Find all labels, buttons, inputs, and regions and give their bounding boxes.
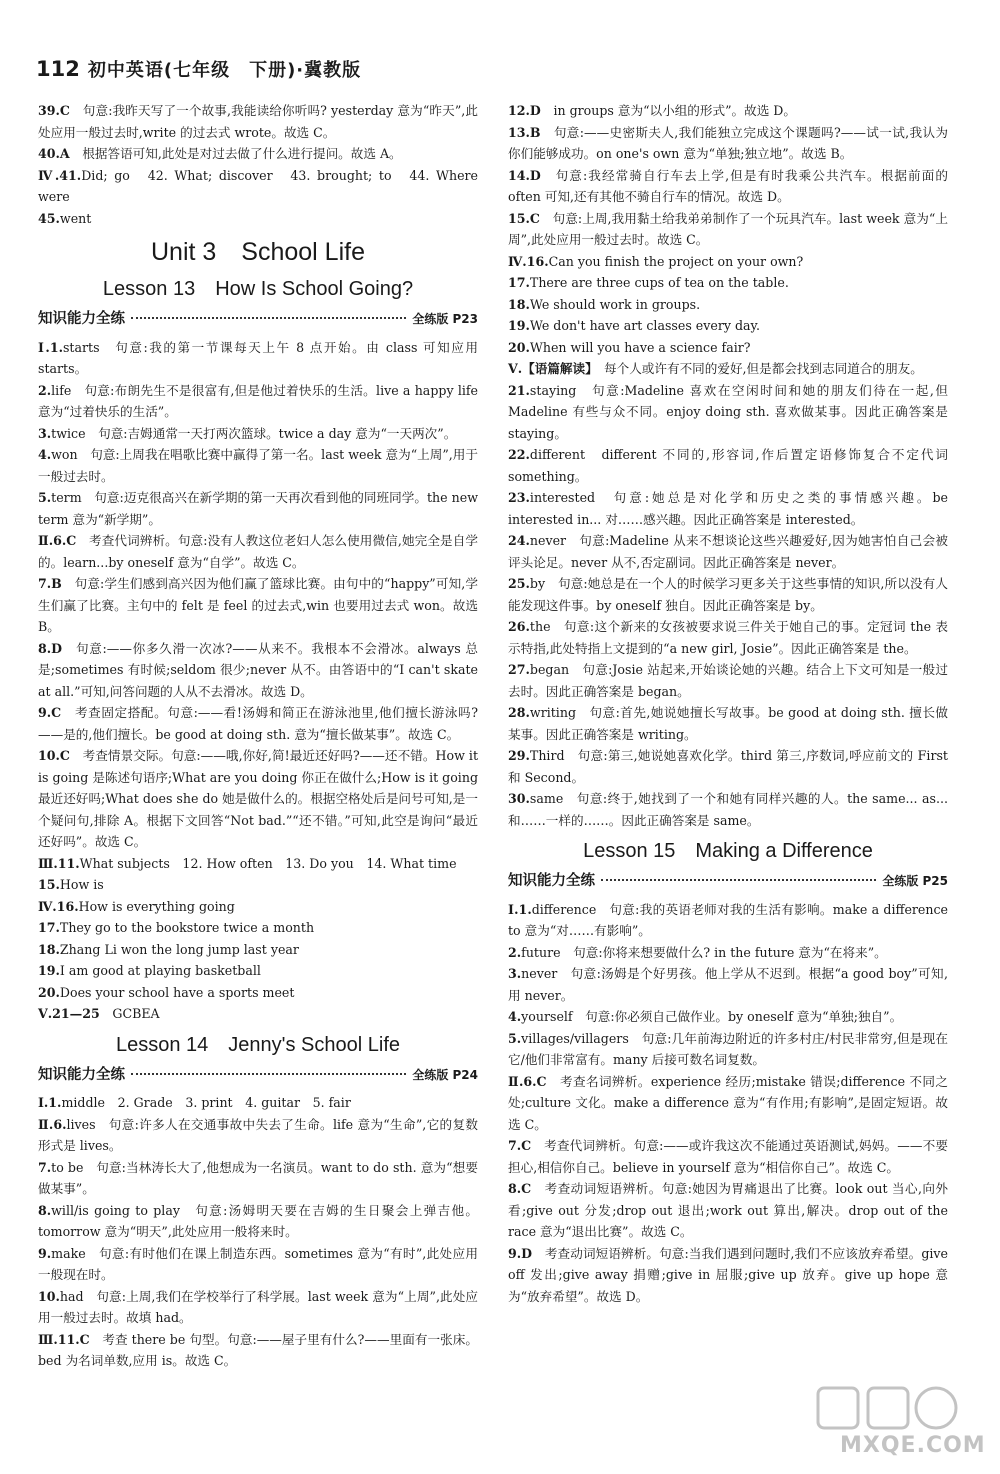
answer-number: Ⅲ.11.C	[38, 1331, 90, 1347]
answer-entry	[38, 423, 478, 445]
answer-number: 20.	[38, 984, 60, 1000]
answer-number: Ⅰ.1.	[38, 1095, 62, 1110]
section-page-ref: 全练版 P24	[412, 1067, 478, 1082]
answer-text: 考查代词辨析。句意:——或许我这次不能通过英语测试,妈妈。——不要担心,相信你自己。believe in yourself 意为“相信你自己”。故选 C。	[508, 1138, 948, 1175]
dot-leader	[131, 317, 406, 319]
answer-entry	[508, 444, 948, 487]
answer-entry	[38, 1114, 478, 1157]
section-page-ref: 全练版 P23	[412, 312, 478, 326]
answer-text: How is everything going	[78, 898, 235, 914]
answer-entry	[38, 917, 478, 939]
answer-entry	[508, 659, 948, 702]
answer-text: 句意:学生们感到高兴因为他们赢了篮球比赛。由句中的“happy”可知,学生们赢了比赛。主句中的 felt 是 feel 的过去式,win 也要用过去式 won。故选 B。	[38, 576, 478, 634]
answer-entry	[508, 487, 948, 530]
answer-text: by 句意:她总是在一个人的时候学习更多关于这些事情的知识,所以没有人能发现这件事。by oneself 独自。因此正确答案是 by。	[508, 576, 948, 613]
answer-text: starts 句意:我的第一节课每天上午 8 点开始。由 class 可知应用 starts。	[38, 339, 478, 376]
answer-text: 考查情景交际。句意:——哦,你好,简!最近还好吗?——还不错。How it is going 是陈述句语序;What are you doing 你正在做什么;How is it going 最近还好吗;What does she do 她是做什么的。根据空格处后是问号可知,是一个疑问句,排除 A。根据下文回答“Not bad.”“还不错。”可知,此空是询问“最近还好吗”。故选 C。	[38, 748, 479, 849]
answer-number: 4.	[508, 1009, 522, 1024]
answer-entry	[38, 745, 478, 853]
lesson-title: Lesson 15 Making a Difference	[583, 840, 873, 862]
left-column	[38, 100, 478, 1372]
answer-entry	[508, 1243, 948, 1308]
page-number: 112	[36, 57, 80, 81]
answer-entry	[508, 573, 948, 616]
answer-entry	[508, 122, 948, 165]
answer-entry	[508, 788, 948, 831]
answer-text: term 句意:迈克很高兴在新学期的第一天再次看到他的同班同学。the new term 意为“新学期”。	[38, 490, 478, 527]
answer-number: 15.C	[508, 210, 540, 226]
answer-entry	[38, 1003, 478, 1025]
lesson-title: Lesson 14 Jenny's School Life	[116, 1033, 400, 1056]
answer-entry	[508, 165, 948, 208]
answer-number: Ⅱ.6.	[38, 1116, 67, 1132]
answer-number: 29.	[508, 748, 530, 763]
watermark-seal-icon	[812, 1382, 982, 1438]
answer-text: We don't have art classes every day.	[529, 318, 760, 333]
dot-leader	[601, 879, 876, 881]
answer-entry	[38, 530, 478, 573]
answer-entry	[38, 982, 478, 1004]
answer-number: 15.	[38, 877, 60, 892]
answer-text: went	[59, 210, 92, 226]
answer-number: 22.	[508, 447, 530, 462]
answer-number: 23.	[508, 490, 530, 505]
answer-number: 5.	[38, 490, 52, 505]
answer-number: 5.	[508, 1030, 522, 1046]
answer-number: Ⅴ.【语篇解读】	[508, 361, 592, 376]
answer-number: Ⅰ.1.	[508, 901, 532, 917]
answer-entry	[508, 294, 948, 316]
answer-text: same 句意:终于,她找到了一个和她有同样兴趣的人。the same... as... 和……一样的……。因此正确答案是 same。	[508, 791, 948, 828]
answer-text: Does your school have a sports meet	[59, 984, 295, 1000]
answer-entry	[508, 100, 948, 122]
answer-text: 考查代词辨析。句意:没有人教这位老妇人怎么使用微信,她完全是自学的。learn...by oneself 意为“自学”。故选 C。	[38, 533, 478, 570]
answer-entry	[508, 315, 948, 337]
answer-text: Third 句意:第三,她说她喜欢化学。third 第三,序数词,呼应前文的 First 和 Second。	[508, 748, 948, 785]
answer-entry	[38, 143, 478, 165]
answer-number: 8.D	[38, 640, 63, 656]
answer-entry	[38, 1200, 478, 1243]
right-column	[508, 100, 948, 1307]
answer-text: When will you have a science fair?	[529, 339, 751, 355]
section-heading	[38, 309, 478, 331]
answer-text: Zhang Li won the long jump last year	[59, 941, 299, 957]
answer-entry	[38, 939, 478, 961]
answer-number: 9.	[38, 1245, 52, 1261]
answer-number: 4.	[38, 447, 52, 462]
answer-text: 考查动词短语辨析。句意:当我们遇到问题时,我们不应该放弃希望。give off 发出;give away 捐赠;give in 屈服;give up 放弃。give up hope 意为“放弃希望”。故选 D。	[508, 1245, 948, 1304]
answer-number: 13.B	[508, 124, 541, 140]
answer-text: 句意:我经常骑自行车去上学,但是有时我乘公共汽车。根据前面的 often 可知,还有其他不骑自行车的情况。故选 D。	[508, 167, 948, 204]
answer-number: 24.	[508, 533, 530, 548]
answer-number: 30.	[508, 791, 530, 806]
answer-text: yourself 句意:你必须自己做作业。by oneself 意为“单独;独自”。	[521, 1009, 903, 1024]
answer-entry	[508, 251, 948, 273]
answer-text: 句意:我昨天写了一个故事,我能读给你听吗? yesterday 意为“昨天”,此处应用一般过去时,write 的过去式 wrote。故选 C。	[38, 103, 478, 140]
answer-entry	[38, 337, 478, 380]
answer-number: Ⅳ.16.	[508, 253, 549, 269]
answer-text: 根据答语可知,此处是对过去做了什么进行提问。故选 A。	[69, 146, 402, 161]
answer-entry	[508, 1178, 948, 1243]
answer-entry	[38, 208, 478, 230]
answer-number: 26.	[508, 619, 530, 634]
answer-entry	[38, 896, 478, 918]
answer-number: Ⅳ.16.	[38, 898, 79, 914]
answer-text: villages/villagers 句意:几年前海边附近的许多村庄/村民非常穷,但是现在它/他们非常富有。many 后接可数名词复数。	[508, 1030, 948, 1067]
section-label: 知识能力全练	[508, 873, 595, 889]
answer-text: staying 句意:Madeline 喜欢在空闲时间和她的朋友们待在一起,但 Madeline 有些与众不同。enjoy doing sth. 喜欢做某事。因此正确答案是 staying。	[508, 382, 948, 441]
answer-text: never 句意:汤姆是个好男孩。他上学从不迟到。根据“a good boy”可知,用 never。	[508, 966, 948, 1003]
answer-entry	[38, 380, 478, 423]
answer-entry	[38, 638, 478, 703]
answer-entry	[508, 380, 948, 445]
answer-entry	[508, 1135, 948, 1178]
answer-entry	[38, 487, 478, 530]
answer-number: Ⅱ.6.C	[508, 1073, 547, 1089]
answer-number: 28.	[508, 705, 530, 720]
answer-entry	[38, 1092, 478, 1114]
answer-entry	[508, 358, 948, 380]
answer-entry	[508, 208, 948, 251]
answer-number: 3.	[38, 425, 52, 441]
answer-text: the 句意:这个新来的女孩被要求说三件关于她自己的事。定冠词 the 表示特指,此处特指上文提到的“a new girl, Josie”。因此正确答案是 the。	[508, 619, 948, 656]
answer-text: twice 句意:吉姆通常一天打两次篮球。twice a day 意为“一天两次”。	[51, 425, 457, 441]
answer-number: 8.C	[508, 1181, 532, 1196]
answer-text: 考查动词短语辨析。句意:她因为胃痛退出了比赛。look out 当心,向外看;give out 分发;drop out 退出;work out 算出,解决。drop out of the race 意为“退出比赛”。故选 C。	[508, 1181, 948, 1239]
answer-text: 考查 there be 句型。句意:——屋子里有什么?——里面有一张床。bed 为名词单数,应用 is。故选 C。	[38, 1331, 478, 1368]
answer-number: 19.	[508, 318, 530, 333]
answer-text: They go to the bookstore twice a month	[59, 920, 315, 935]
answer-number: 12.D	[508, 103, 541, 118]
answer-text: life 句意:布朗先生不是很富有,但是他过着快乐的生活。live a happy life 意为“过着快乐的生活”。	[38, 382, 478, 419]
answer-number: 40.A	[38, 146, 70, 161]
answer-number: 20.	[508, 339, 530, 355]
answer-entry	[38, 573, 478, 638]
answer-text: never 句意:Madeline 从来不想谈论这些兴趣爱好,因为她害怕自己会被评头论足。never 从不,否定副词。因此正确答案是 never。	[508, 533, 948, 570]
answer-number: 7.C	[508, 1138, 532, 1153]
answer-entry	[38, 1157, 478, 1200]
section-heading	[38, 1065, 478, 1087]
answer-number: 10.C	[38, 748, 70, 763]
dot-leader	[131, 1073, 406, 1075]
unit-title: Unit 3 School Life	[150, 238, 365, 266]
answer-text: We should work in groups.	[529, 296, 701, 312]
answer-number: 17.	[38, 920, 60, 935]
answer-entry	[508, 530, 948, 573]
answer-entry	[508, 1028, 948, 1071]
answer-text: 句意:——你多久滑一次冰?——从来不。我根本不会滑冰。always 总是;sometimes 有时候;seldom 很少;never 从不。由答语中的“I can't skate at all.”可知,问答问题的人从不去滑冰。故选 D。	[38, 640, 478, 699]
answer-text: I am good at playing basketball	[59, 963, 261, 978]
answer-text: future 句意:你将来想要做什么? in the future 意为“在将来”。	[521, 944, 887, 960]
watermark-text: MXQE.COM	[840, 1433, 986, 1458]
answer-number: 18.	[508, 296, 530, 312]
answer-text: 句意:——史密斯夫人,我们能独立完成这个课题吗?——试一试,我认为你们能够成功。on one's own 意为“单独;独立地”。故选 B。	[508, 124, 948, 161]
answer-text: in groups 意为“以小组的形式”。故选 D。	[540, 103, 796, 118]
answer-text: to be 句意:当林涛长大了,他想成为一名演员。want to do sth. 意为“想要做某事”。	[38, 1159, 478, 1196]
answer-number: 10.	[38, 1288, 60, 1304]
answer-number: 25.	[508, 576, 530, 591]
answer-entry	[38, 100, 478, 143]
answer-number: Ⅴ.21—25	[38, 1006, 100, 1021]
answer-number: 2.	[38, 382, 52, 398]
answer-text: began 句意:Josie 站起来,开始谈论她的兴趣。结合上下文可知是一般过去时。因此正确答案是 began。	[508, 662, 948, 699]
answer-number: 9.D	[508, 1245, 533, 1261]
section-page-ref: 全练版 P25	[882, 874, 948, 888]
section-heading	[508, 871, 948, 893]
answer-text: 考查固定搭配。句意:——看!汤姆和简正在游泳池里,他们擅长游泳吗?——是的,他们擅长。be good at doing sth. 意为“擅长做某事”。故选 C。	[38, 705, 478, 742]
answer-entry	[508, 272, 948, 294]
answer-number: 39.C	[38, 103, 70, 118]
answer-text: won 句意:上周我在唱歌比赛中赢得了第一名。last week 意为“上周”,用于一般过去时。	[38, 447, 478, 484]
answer-text: middle 2. Grade 3. print 4. guitar 5. fair	[61, 1095, 351, 1110]
book-title: 初中英语(七年级 下册)·冀教版	[87, 60, 362, 81]
answer-entry	[38, 960, 478, 982]
answer-number: 45.	[38, 210, 60, 226]
section-label: 知识能力全练	[38, 1066, 125, 1083]
answer-text: What subjects 12. How often 13. Do you 14. What time	[79, 855, 457, 871]
answer-text: There are three cups of tea on the table.	[529, 275, 789, 290]
answer-text: 句意:上周,我用黏土给我弟弟制作了一个玩具汽车。last week 意为“上周”,此处应用一般过去时。故选 C。	[508, 210, 948, 247]
answer-number: 14.D	[508, 167, 541, 183]
answer-text: Did; go 42. What; discover 43. brought; to 44. Where were	[38, 167, 478, 204]
answer-number: Ⅳ.41.	[38, 167, 82, 183]
answer-text: 考查名词辨析。experience 经历;mistake 错误;difference 不同之处;culture 文化。make a difference 意为“有作用;有影响”,是固定短语。故选 C。	[508, 1073, 948, 1132]
answer-text: 每个人或许有不同的爱好,但是都会找到志同道合的朋友。	[591, 361, 923, 376]
answer-number: 7.B	[38, 576, 62, 591]
answer-entry	[508, 1071, 948, 1136]
answer-number: Ⅲ.11.	[38, 855, 80, 871]
watermark-logo	[812, 1382, 986, 1460]
answer-entry	[38, 853, 478, 875]
answer-entry	[38, 874, 478, 896]
section-label: 知识能力全练	[38, 311, 125, 327]
answer-text: GCBEA	[99, 1006, 160, 1021]
answer-number: 27.	[508, 662, 530, 677]
answer-number: 17.	[508, 275, 530, 290]
answer-text: lives 句意:许多人在交通事故中失去了生命。life 意为“生命”,它的复数形式是 lives。	[38, 1116, 478, 1153]
answer-number: Ⅰ.1.	[38, 339, 63, 355]
lesson-title: Lesson 13 How Is School Going?	[102, 278, 414, 300]
answer-text: make 句意:有时他们在课上制造东西。sometimes 意为“有时”,此处应用一般现在时。	[38, 1245, 478, 1282]
answer-entry	[508, 337, 948, 359]
answer-text: How is	[59, 877, 104, 892]
answer-text: writing 句意:首先,她说她擅长写故事。be good at doing sth. 擅长做某事。因此正确答案是 writing。	[508, 705, 948, 742]
answer-number: Ⅱ.6.C	[38, 533, 77, 548]
answer-text: Can you finish the project on your own?	[548, 253, 804, 269]
answer-number: 9.C	[38, 705, 62, 720]
answer-entry	[508, 942, 948, 964]
answer-entry	[508, 745, 948, 788]
answer-entry	[508, 616, 948, 659]
answer-text: had 句意:上周,我们在学校举行了科学展。last week 意为“上周”,此处应用一般过去时。故填 had。	[38, 1288, 478, 1325]
answer-entry	[38, 1286, 478, 1329]
answer-entry	[38, 1329, 478, 1372]
answer-text: different different 不同的,形容词,作后置定语修饰复合不定代词 something。	[508, 447, 948, 484]
answer-number: 19.	[38, 963, 60, 978]
answer-entry	[38, 444, 478, 487]
answer-text: difference 句意:我的英语老师对我的生活有影响。make a difference to 意为“对……有影响”。	[508, 901, 948, 938]
answer-entry	[38, 165, 478, 208]
answer-number: 21.	[508, 382, 530, 398]
answer-entry	[508, 899, 948, 942]
answer-number: 2.	[508, 944, 522, 960]
answer-entry	[38, 1243, 478, 1286]
answer-number: 3.	[508, 966, 522, 981]
answer-number: 8.	[38, 1202, 52, 1218]
answer-entry	[508, 1006, 948, 1028]
answer-entry	[508, 963, 948, 1006]
answer-number: 18.	[38, 941, 60, 957]
answer-number: 7.	[38, 1159, 52, 1175]
page-header	[36, 56, 361, 82]
answer-text: will/is going to play 句意:汤姆明天要在吉姆的生日聚会上弹吉他。tomorrow 意为“明天”,此处应用一般将来时。	[38, 1202, 478, 1239]
answer-entry	[38, 702, 478, 745]
answer-text: interested 句意:她总是对化学和历史之类的事情感兴趣。be interested in... 对……感兴趣。因此正确答案是 interested。	[508, 490, 948, 527]
answer-entry	[508, 702, 948, 745]
